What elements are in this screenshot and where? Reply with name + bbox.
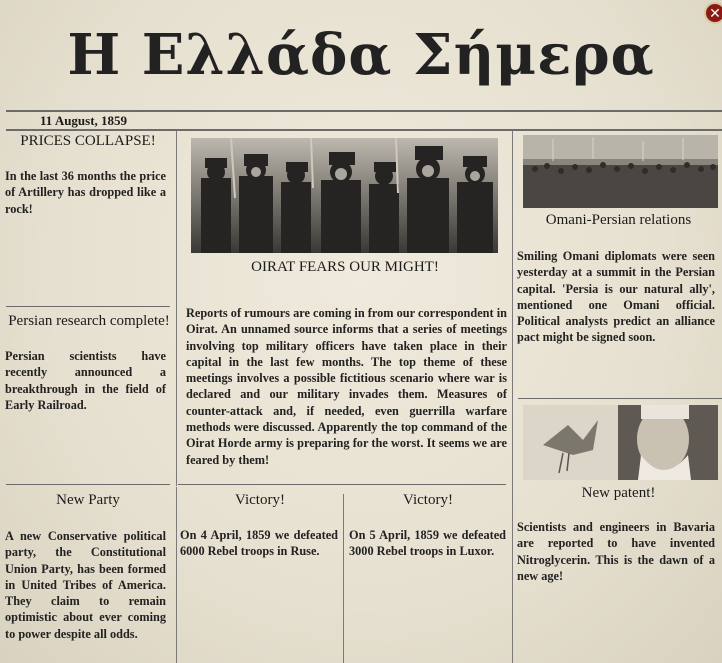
oirat-headline: OIRAT FEARS OUR MIGHT! — [251, 259, 439, 275]
close-button[interactable]: ✕ — [704, 2, 722, 24]
left-section-rule — [6, 306, 170, 307]
new-party-article: A new Conservative political party, the Constitutional Union Party, has been formed in United Tribes of America. They claim to remain optimistic about ever coming to power despite all odds. — [5, 529, 166, 641]
top-rule — [6, 110, 722, 112]
issue-date: 11 August, 1859 — [40, 113, 128, 128]
inventor-photo — [523, 405, 718, 480]
prices-article: In the last 36 months the price of Artillery has dropped like a rock! — [5, 169, 166, 216]
soldiers-photo — [191, 138, 498, 253]
prices-headline: PRICES COLLAPSE! — [20, 133, 156, 149]
omani-persian-headline: Omani-Persian relations — [545, 212, 692, 228]
bottom-section-rule-center — [178, 484, 506, 485]
victory-headline-1: Victory! — [235, 492, 285, 508]
newspaper-masthead: Η Ελλάδα Σήμερα — [67, 22, 655, 88]
right-section-rule — [518, 398, 722, 399]
victory-article-1: On 4 April, 1859 we defeated 6000 Rebel troops in Ruse. — [180, 528, 338, 559]
omani-persian-article: Smiling Omani diplomats were seen yesterday at a summit in the Persian capital. 'Persia is our natural ally', mentioned one Omani official. Political analysts predict an alliance pact might be signed soon. — [517, 249, 715, 345]
crowd-photo — [523, 135, 718, 208]
new-patent-headline: New patent! — [581, 485, 656, 501]
new-party-headline: New Party — [56, 492, 120, 508]
research-headline: Persian research complete! — [8, 313, 170, 329]
new-patent-article: Scientists and engineers in Bavaria are reported to have invented Nitroglycerin. This is the dawn of a new age! — [517, 520, 715, 583]
column-divider-right — [512, 131, 513, 663]
research-article: Persian scientists have recently announced a breakthrough in the field of Early Railroad. — [5, 349, 166, 412]
victory-headline-2: Victory! — [403, 492, 453, 508]
bottom-section-rule-left — [6, 484, 170, 485]
oirat-article: Reports of rumours are coming in from our correspondent in Oirat. An unnamed source informs that a series of meetings involving top military officers have taken place in their capital in the last few months. The top theme of these meetings involves a possible fictitious scenario where war is declared and our military invades them. Measures of counter-attack and, if needed, even guerrilla warfare methods were discussed. Apparently the top command of the Oirat Horde army is preparing for the worst. It seems we are feared by them! — [186, 306, 507, 467]
column-divider-bottom-mid — [343, 494, 344, 663]
date-rule — [6, 129, 722, 131]
column-divider-bottom-left — [176, 487, 177, 663]
column-divider-left — [176, 131, 177, 486]
victory-article-2: On 5 April, 1859 we defeated 3000 Rebel troops in Luxor. — [349, 528, 506, 559]
